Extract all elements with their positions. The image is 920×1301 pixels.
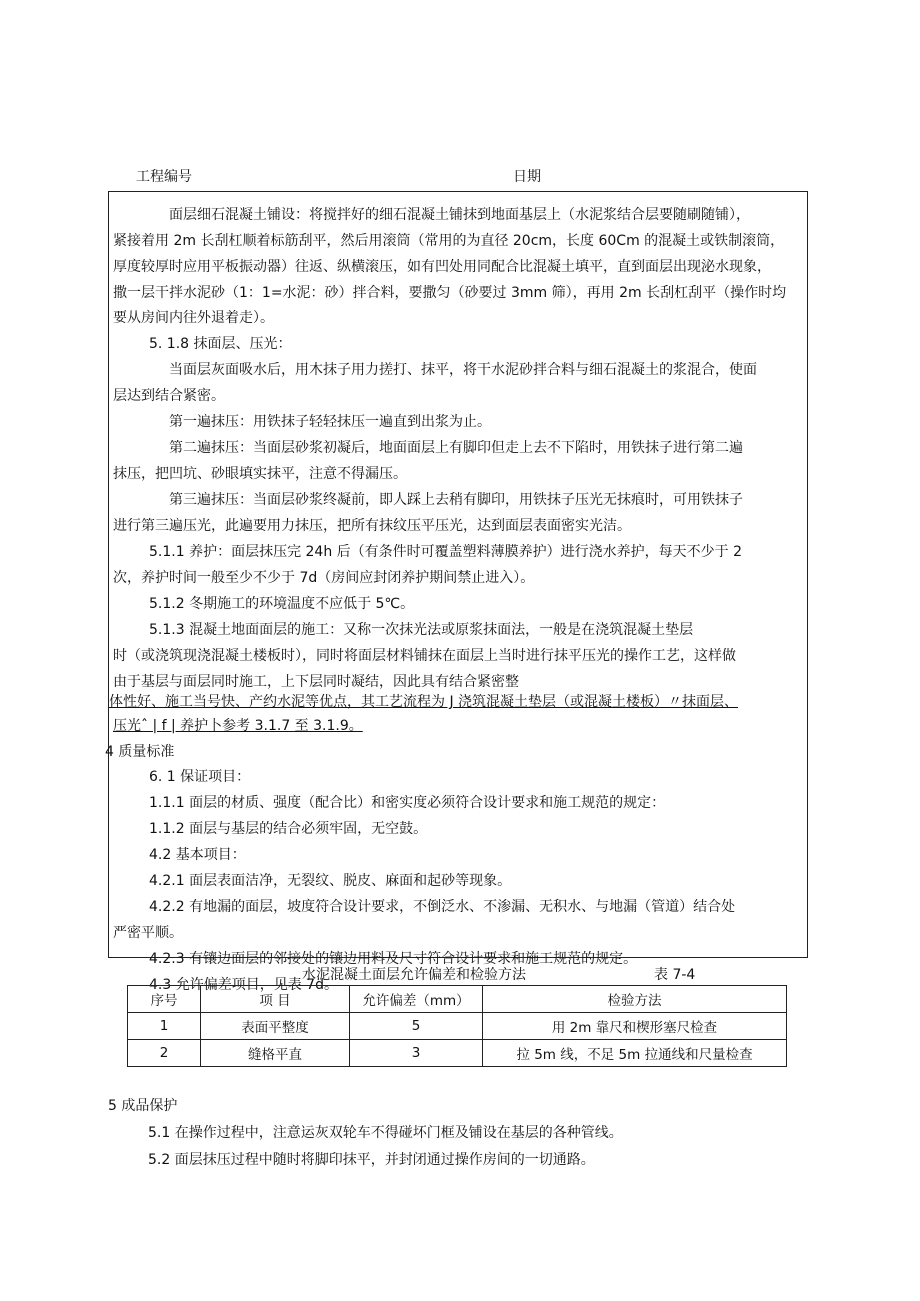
header-cell: 项 目 xyxy=(201,986,350,1013)
protection-line: 5.2 面层抹压过程中随时将脚印抹平，并封闭通过操作房间的一切通路。 xyxy=(148,1152,595,1168)
body-line: 5.1.1 养护：面层抹压完 24h 后（有条件时可覆盖塑料薄膜养护）进行浇水养护，每天不少于 2 xyxy=(149,544,743,560)
body-line: 时（或浇筑现浇混凝土楼板时），同时将面层材料铺抹在面层上当时进行抹平压光的操作工艺，这样做 xyxy=(113,648,736,664)
body-line: 紧接着用 2m 长刮杠顺着标筋刮平，然后用滚筒（常用的为直径 20cm，长度 60Cm 的混凝土或铁制滚筒， xyxy=(113,233,785,249)
table-row xyxy=(128,1040,787,1067)
body-line: 第二遍抹压：当面层砂浆初凝后，地面面层上有脚印但走上去不下陷时，用铁抹子进行第二遍 xyxy=(169,440,743,456)
body-line: 抹压，把凹坑、砂眼填实抹平，注意不得漏压。 xyxy=(113,466,407,482)
quality-line: 4.3 允许偏差项目，见表 7d。 xyxy=(149,977,338,993)
body-line: 面层细石混凝土铺设：将搅拌好的细石混凝土铺抹到地面基层上（水泥浆结合层要随刷随铺）， xyxy=(169,207,750,223)
header-cell: 序号 xyxy=(128,986,201,1013)
project-number-label: 工程编号 xyxy=(136,169,192,185)
table-cell: 表面平整度 xyxy=(201,1013,350,1040)
body-line: 进行第三遍压光，此遍要用力抹压，把所有抹纹压平压光，达到面层表面密实光洁。 xyxy=(113,518,631,534)
table-cell: 拉 5m 线，不足 5m 拉通线和尺量检查 xyxy=(483,1040,787,1067)
date-label: 日期 xyxy=(513,169,541,185)
section-heading: 5. 1.8 抹面层、压光： xyxy=(149,336,292,352)
quality-line: 6. 1 保证项目： xyxy=(149,769,251,785)
body-line: 5.1.3 混凝土地面面层的施工：又称一次抹光法或原浆抹面法，一般是在浇筑混凝土垫层 xyxy=(149,622,694,638)
body-line: 由于基层与面层同时施工，上下层同时凝结，因此具有结合紧密整 xyxy=(113,674,519,690)
table-cell: 用 2m 靠尺和楔形塞尺检查 xyxy=(483,1013,787,1040)
quality-line: 4.2.2 有地漏的面层，坡度符合设计要求，不倒泛水、不渗漏、无积水、与地漏（管道）结合处 xyxy=(149,899,736,915)
quality-line: 1.1.1 面层的材质、强度（配合比）和密实度必须符合设计要求和施工规范的规定： xyxy=(149,795,666,811)
body-line: 次，养护时间一般至少不少于 7d（房间应封闭养护期间禁止进入）。 xyxy=(113,570,535,586)
table-cell: 5 xyxy=(350,1013,483,1040)
table-cell: 2 xyxy=(128,1040,201,1067)
body-line-underlined: 压光ˆ | f | 养护卜参考 3.1.7 至 3.1.9。 xyxy=(113,718,363,734)
quality-line: 4.2.3 有镶边面层的邻接处的镶边用料及尺寸符合设计要求和施工规范的规定。 xyxy=(149,951,638,967)
table-cell: 3 xyxy=(350,1040,483,1067)
body-line: 第三遍抹压：当面层砂浆终凝前，即人踩上去稍有脚印，用铁抹子压光无抹痕时，可用铁抹子 xyxy=(169,492,743,508)
table-title: 水泥混凝土面层允许偏差和检验方法 xyxy=(302,967,526,983)
quality-line: 4.2.1 面层表面洁净，无裂纹、脱皮、麻面和起砂等现象。 xyxy=(149,873,512,889)
table-header-row xyxy=(128,986,787,1013)
body-line: 厚度较厚时应用平板振动器）往返、纵横滚压，如有凹处用同配合比混凝土填平，直到面层出现泌水现象， xyxy=(113,259,771,275)
table-number: 表 7-4 xyxy=(654,967,696,983)
tolerance-table xyxy=(127,985,787,1067)
quality-line: 4.2 基本项目： xyxy=(149,847,246,863)
table-row xyxy=(128,1013,787,1040)
table-cell: 缝格平直 xyxy=(201,1040,350,1067)
quality-line: 1.1.2 面层与基层的结合必须牢固，无空鼓。 xyxy=(149,821,428,837)
body-line: 层达到结合紧密。 xyxy=(113,388,225,404)
header-cell: 检验方法 xyxy=(483,986,787,1013)
body-line: 5.1.2 冬期施工的环境温度不应低于 5℃。 xyxy=(149,596,415,612)
protection-heading: 5 成品保护 xyxy=(108,1098,178,1114)
table-cell: 1 xyxy=(128,1013,201,1040)
header-cell: 允许偏差（mm） xyxy=(350,986,483,1013)
body-line: 要从房间内往外退着走）。 xyxy=(113,310,274,326)
quality-heading: 4 质量标准 xyxy=(105,744,175,760)
body-line: 第一遍抹压：用铁抹子轻轻抹压一遍直到出浆为止。 xyxy=(169,414,491,430)
body-line: 撒一层干拌水泥砂（1：1=水泥：砂）拌合料，要撒匀（砂要过 3mm 筛），再用 2m 长刮杠刮平（操作时均 xyxy=(113,285,787,301)
protection-line: 5.1 在操作过程中，注意运灰双轮车不得碰坏门框及铺设在基层的各种管线。 xyxy=(148,1125,623,1141)
quality-line: 严密平顺。 xyxy=(113,925,183,941)
body-line-underlined: 体性好、施工当号快、产约水泥等优点，其工艺流程为 J 浇筑混凝土垫层（或混凝土楼板）〃抹面层、 xyxy=(109,694,739,710)
body-line: 当面层灰面吸水后，用木抹子用力搓打、抹平，将干水泥砂拌合料与细石混凝土的浆混合，使面 xyxy=(169,362,757,378)
